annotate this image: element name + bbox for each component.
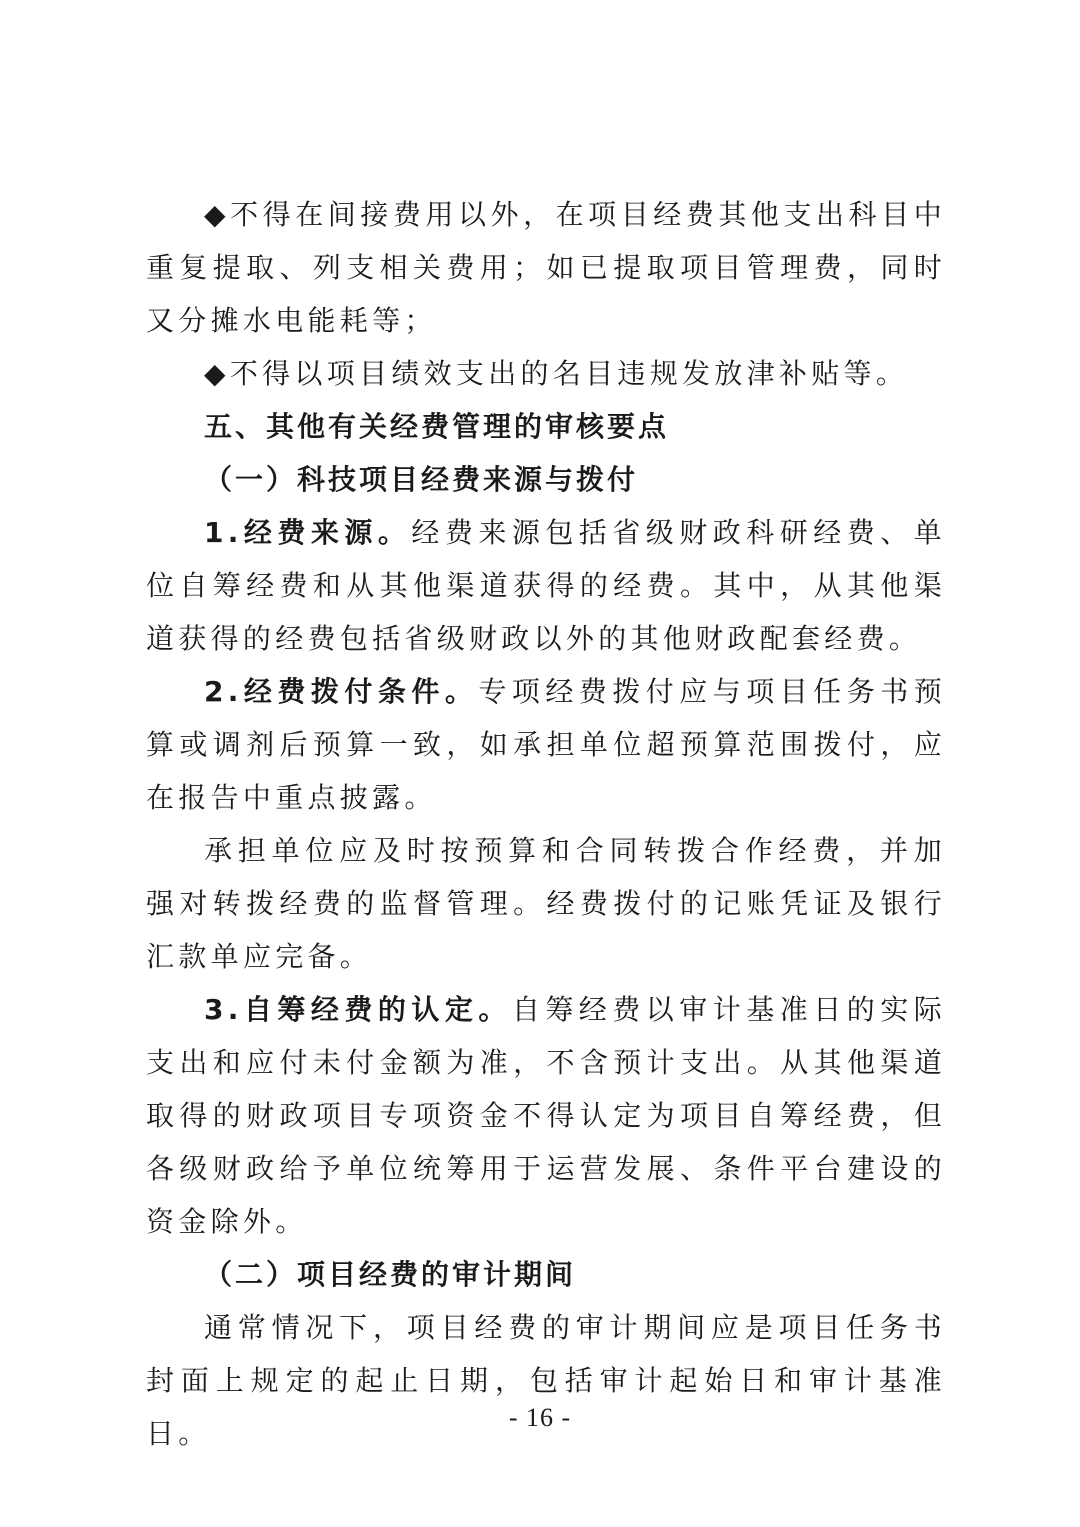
page-number: - 16 - — [508, 1403, 572, 1432]
paragraph-text: 专项经费拨付应与项目任务书预算或调剂后预算一致，如承担单位超预算范围拨付，应在报告中重点披露。 — [146, 675, 947, 814]
paragraph-transfer-funds: 承担单位应及时按预算和合同转拨合作经费，并加强对转拨经费的监督管理。经费拨付的记账凭证及银行汇款单应完备。 — [146, 834, 946, 973]
paragraph-disbursement-conditions — [146, 665, 946, 824]
section-heading-five: 五、其他有关经费管理的审核要点 — [204, 410, 670, 443]
paragraph-lead: 1.经费来源。 — [204, 516, 412, 549]
paragraph-lead: 3.自筹经费的认定。 — [204, 993, 512, 1026]
paragraph-lead: 2.经费拨付条件。 — [204, 675, 479, 708]
paragraph-funding-source — [146, 506, 946, 665]
paragraph-text: 自筹经费以审计基准日的实际支出和应付未付金额为准，不含预计支出。从其他渠道取得的财政项目专项资金不得认定为项目自筹经费，但各级财政给予单位统筹用于运营发展、条件平台建设的资金除外。 — [146, 993, 946, 1238]
paragraph-self-raised-funds — [146, 983, 946, 1248]
document-body — [146, 188, 946, 1460]
paragraph-performance-rule: ◆不得以项目绩效支出的名目违规发放津补贴等。 — [204, 357, 909, 390]
paragraph-text: 经费来源包括省级财政科研经费、单位自筹经费和从其他渠道获得的经费。其中，从其他渠道获得的经费包括省级财政以外的其他财政配套经费。 — [146, 516, 946, 655]
paragraph-indirect-cost-rule: ◆不得在间接费用以外，在项目经费其他支出科目中重复提取、列支相关费用；如已提取项目管理费，同时又分摊水电能耗等； — [146, 198, 946, 337]
subsection-heading-one: （一）科技项目经费来源与拨付 — [204, 463, 639, 496]
paragraph-audit-period: 通常情况下，项目经费的审计期间应是项目任务书封面上规定的起止日期，包括审计起始日和审计基准日。 — [146, 1311, 946, 1450]
subsection-heading-two: （二）项目经费的审计期间 — [204, 1258, 577, 1291]
